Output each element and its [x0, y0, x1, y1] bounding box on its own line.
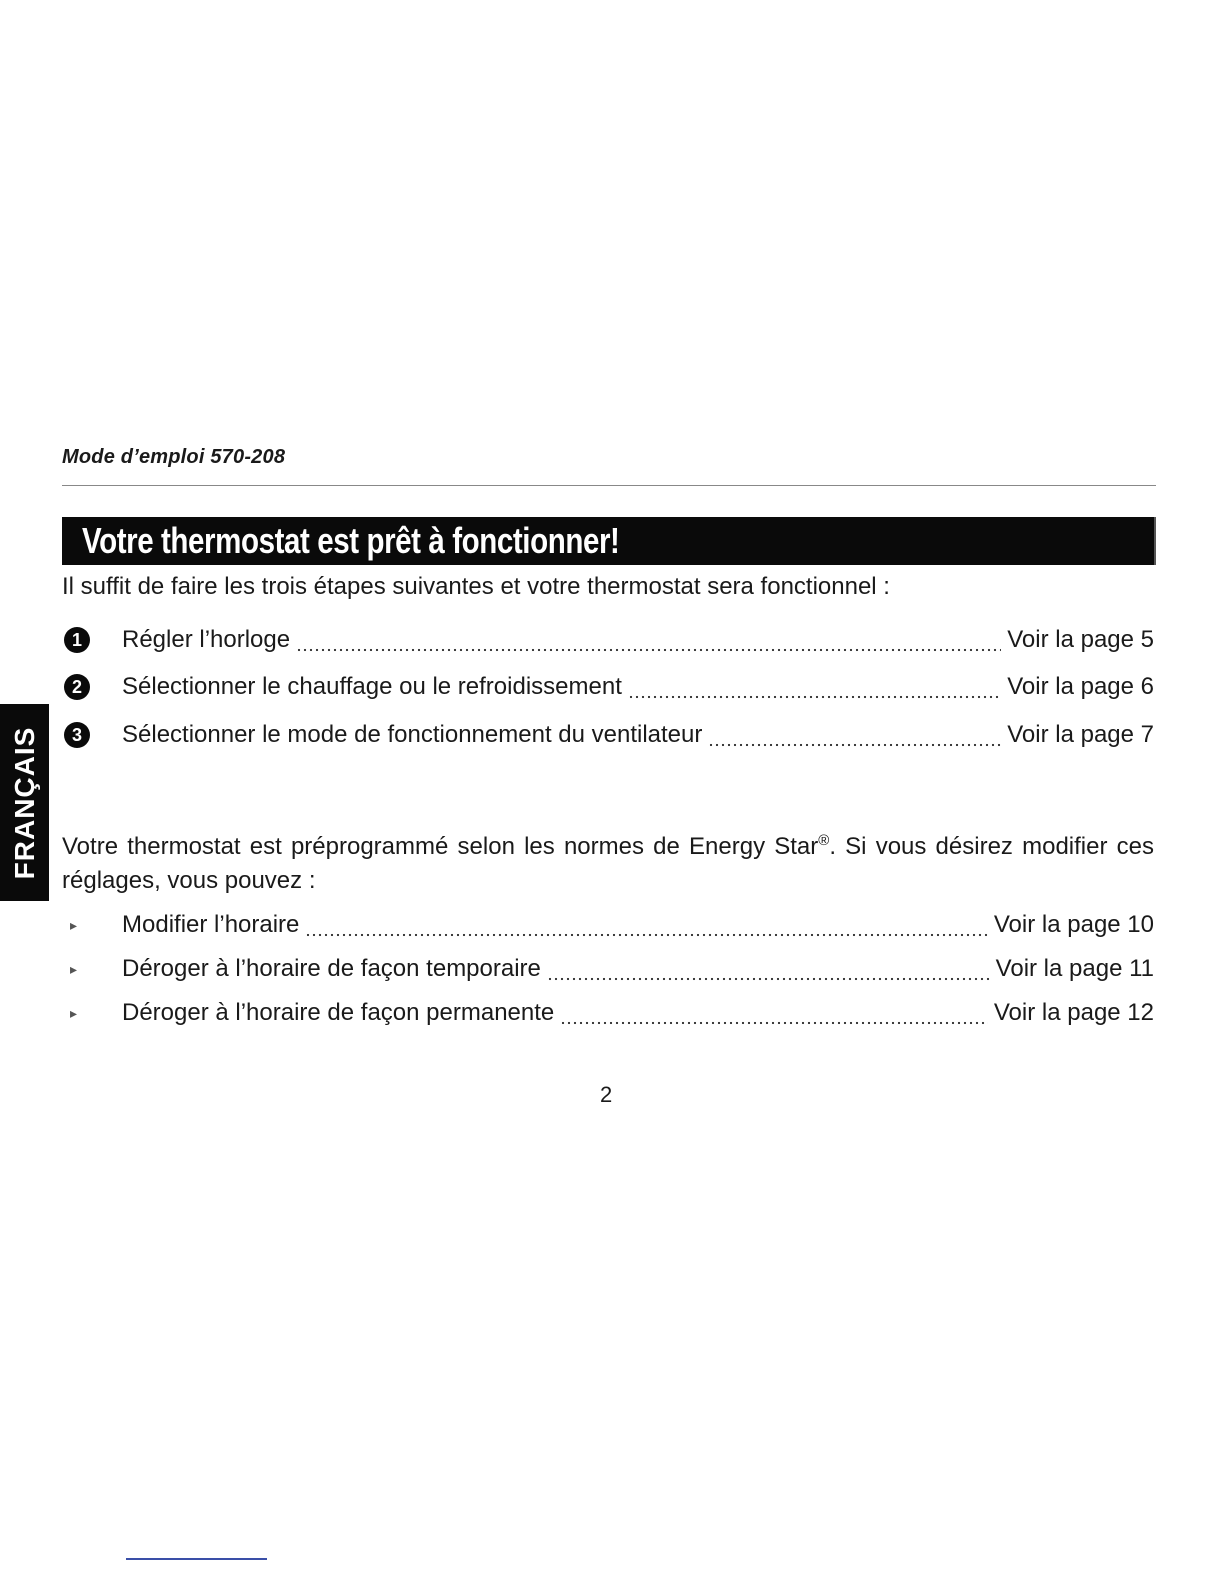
paragraph-text-end: . Si vous désirez modifier ces réglages, vous pouvez :: [62, 833, 1154, 894]
step-number-1-icon: 1: [64, 627, 90, 653]
dot-leader: [296, 623, 1001, 657]
dot-leader: [708, 718, 1001, 752]
step-number-2-icon: 2: [64, 674, 90, 700]
manual-title: Mode d’emploi 570-208: [62, 446, 286, 468]
language-tab-label: FRANÇAIS: [8, 726, 40, 879]
step-item: [62, 718, 1154, 752]
option-item: [62, 908, 1154, 942]
step-label: Sélectionner le chauffage ou le refroidissement: [122, 673, 622, 700]
option-item: [62, 952, 1154, 986]
step-item: [62, 623, 1154, 657]
step-item: [62, 670, 1154, 704]
option-label: Déroger à l’horaire de façon permanente: [122, 999, 555, 1026]
dot-leader: [628, 670, 1001, 704]
paragraph-text-start: Votre thermostat est préprogrammé selon les normes de Energy Star: [62, 833, 819, 860]
page-reference: Voir la page 6: [1007, 673, 1154, 700]
dot-leader: [560, 996, 988, 1030]
page-number: 2: [600, 1082, 613, 1107]
footer-line: [126, 1558, 267, 1560]
step-label: Sélectionner le mode de fonctionnement du ventilateur: [122, 721, 703, 748]
arrow-bullet-icon: ▸: [70, 1005, 78, 1021]
language-tab: [0, 704, 49, 901]
intro-text: Il suffit de faire les trois étapes suivantes et votre thermostat sera fonctionnel :: [62, 573, 890, 600]
arrow-bullet-icon: ▸: [70, 917, 78, 933]
page-reference: Voir la page 5: [1007, 626, 1154, 653]
page-reference: Voir la page 11: [995, 955, 1154, 982]
energy-star-paragraph: [62, 830, 1154, 898]
option-label: Modifier l’horaire: [122, 911, 300, 938]
option-item: [62, 996, 1154, 1030]
page-reference: Voir la page 7: [1007, 721, 1154, 748]
section-heading: Votre thermostat est prêt à fonctionner!: [82, 520, 620, 561]
option-label: Déroger à l’horaire de façon temporaire: [122, 955, 541, 982]
step-number-3-icon: 3: [64, 722, 90, 748]
step-label: Régler l’horloge: [122, 626, 291, 653]
page-reference: Voir la page 12: [993, 999, 1154, 1026]
arrow-bullet-icon: ▸: [70, 961, 78, 977]
page-reference: Voir la page 10: [993, 911, 1154, 938]
header-divider: [62, 485, 1156, 486]
section-banner: [62, 517, 1156, 565]
dot-leader: [547, 952, 990, 986]
registered-mark: ®: [818, 832, 830, 849]
dot-leader: [305, 908, 987, 942]
